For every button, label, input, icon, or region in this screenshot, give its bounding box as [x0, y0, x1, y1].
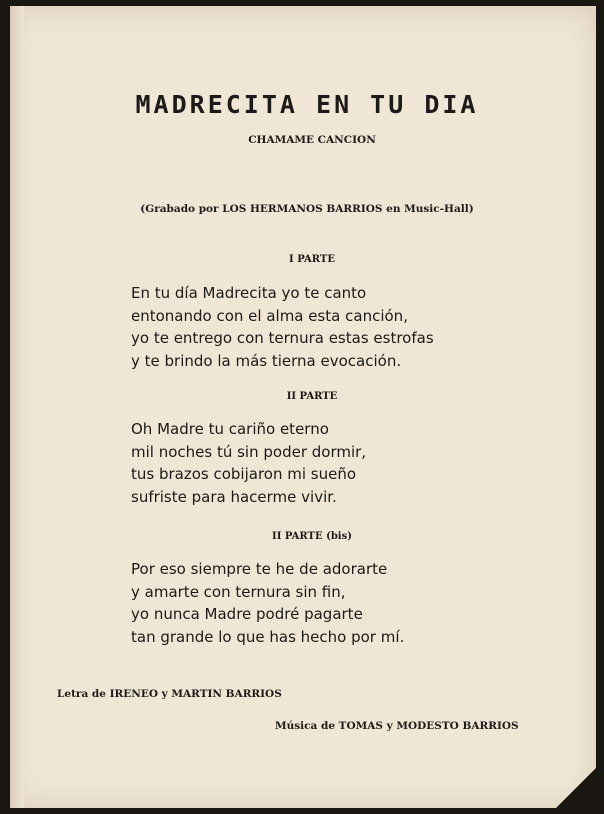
verse-line: tan grande lo que has hecho por mí. — [131, 627, 405, 646]
verse-line: yo nunca Madre podré pagarte — [131, 605, 363, 623]
verse-line: y te brindo la más tierna evocación. — [131, 351, 402, 370]
verse-line: y amarte con ternura sin fin, — [131, 582, 346, 601]
recording-note: (Grabado por LOS HERMANOS BARRIOS en Music-Hall) — [140, 203, 474, 215]
section-heading: II PARTE — [286, 391, 338, 402]
music-credit: Música de TOMAS y MODESTO BARRIOS — [275, 720, 519, 732]
lyrics-credit: Letra de IRENEO y MARTIN BARRIOS — [57, 688, 282, 700]
verse-line: yo te entrego con ternura estas estrofas — [131, 329, 434, 347]
verse-3 — [131, 558, 404, 648]
verse-line: sufriste para hacerme vivir. — [131, 487, 337, 506]
page-spine — [10, 6, 24, 808]
song-subtitle: CHAMAME CANCION — [248, 134, 376, 146]
verse-line: Oh Madre tu cariño eterno — [131, 420, 329, 438]
verse-line: mil noches tú sin poder dormir, — [131, 442, 367, 461]
verse-line: En tu día Madrecita yo te canto — [131, 284, 367, 302]
verse-line: tus brazos cobijaron mi sueño — [131, 465, 357, 483]
page-corner-fold — [556, 768, 596, 808]
song-title: MADRECITA EN TU DIA — [135, 90, 479, 119]
section-heading: I PARTE — [289, 254, 335, 265]
verse-1 — [131, 282, 434, 372]
section-heading: II PARTE (bis) — [272, 531, 352, 542]
verse-line: entonando con el alma esta canción, — [131, 306, 408, 325]
verse-2 — [131, 418, 366, 508]
verse-line: Por eso siempre te he de adorarte — [131, 560, 388, 578]
